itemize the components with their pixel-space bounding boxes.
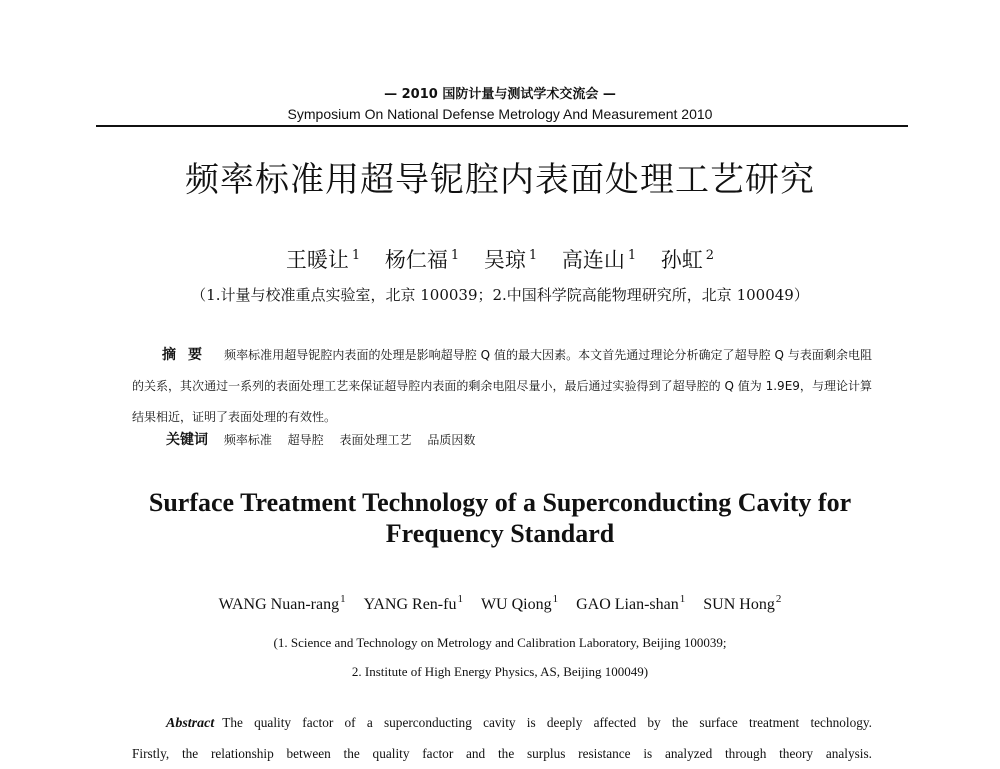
author-affiliation-mark: 1 [552,593,559,605]
keywords-label-cn: 关键词 [166,432,208,448]
paper-title-en: Surface Treatment Technology of a Superconducting Cavity for Frequency Standard [148,488,852,548]
abstract-label-cn: 摘要 [162,347,215,363]
author-en [703,593,782,613]
author-affiliation-mark: 2 [775,593,782,605]
conference-header [0,86,1000,123]
abstract-label-en: Abstract [166,716,215,731]
author-name: 高连山 [561,248,625,272]
author-cn [661,248,714,272]
affiliation-line: (1. Science and Technology on Metrology and Calibration Laboratory, Beijing 100039; [273,635,727,650]
conference-name-en: Symposium On National Defense Metrology And Measurement 2010 [287,106,713,122]
author-name: 杨仁福 [384,248,448,272]
paper-title-cn: 频率标准用超导铌腔内表面处理工艺研究 [185,160,815,200]
author-name: 孙虹 [660,248,703,272]
author-name: WANG Nuan-rang [218,596,340,613]
author-affiliation-mark: 1 [679,593,686,605]
author-en [218,593,346,613]
keyword: 频率标准 [223,433,272,447]
author-list-en [0,594,1000,616]
affiliations-cn: （1.计量与校准重点实验室，北京 100039；2.中国科学院高能物理研究所，北京 100049） [191,286,809,304]
author-name: 王暖让 [285,248,349,272]
author-affiliation-mark: 2 [705,248,715,263]
author-en [363,593,463,613]
abstract-cn [132,340,872,433]
author-affiliation-mark: 1 [528,248,538,263]
keyword: 品质因数 [427,433,476,447]
author-affiliation-mark: 1 [450,248,460,263]
author-name: 吴琼 [483,248,526,272]
author-list-cn [0,246,1000,274]
author-name: SUN Hong [703,596,775,613]
keywords-cn [166,431,866,449]
abstract-text-en: The quality factor of a superconducting cavity is deeply affected by the surface treatment technology. [222,715,872,730]
affiliations-en [0,628,1000,686]
keyword: 表面处理工艺 [339,433,412,447]
abstract-text-en: Firstly, the relationship between the quality factor and the surplus resistance is analyzed through theory analysis. [132,746,872,761]
affiliation-line: 2. Institute of High Energy Physics, AS, Beijing 100049) [351,664,649,679]
author-cn [562,248,636,272]
abstract-text-cn: 频率标准用超导铌腔内表面的处理是影响超导腔 Q 值的最大因素。本文首先通过理论分析确定了超导腔 Q 与表面剩余电阻的关系，其次通过一系列的表面处理工艺来保证超导腔内表面的剩余电阻尽量小，最后通过实验得到了超导腔的 Q 值为 1.9E9，与理论计算结果相近，证明了表面处理的有效性。 [132,348,873,424]
conference-name-cn: — 2010 国防计量与测试学术交流会 — [384,87,616,102]
author-affiliation-mark: 1 [340,593,346,605]
author-cn [385,248,459,272]
author-en [576,593,686,613]
author-name: WU Qiong [480,596,552,613]
author-affiliation-mark: 1 [457,593,463,605]
header-divider [96,125,908,127]
author-cn [484,248,537,272]
author-name: YANG Ren-fu [363,596,457,613]
author-cn [286,248,360,272]
author-affiliation-mark: 1 [627,248,637,263]
keyword: 超导腔 [287,433,324,447]
author-name: GAO Lian-shan [576,596,679,613]
author-affiliation-mark: 1 [351,248,361,263]
author-en [480,593,559,613]
abstract-line-en [132,708,872,739]
